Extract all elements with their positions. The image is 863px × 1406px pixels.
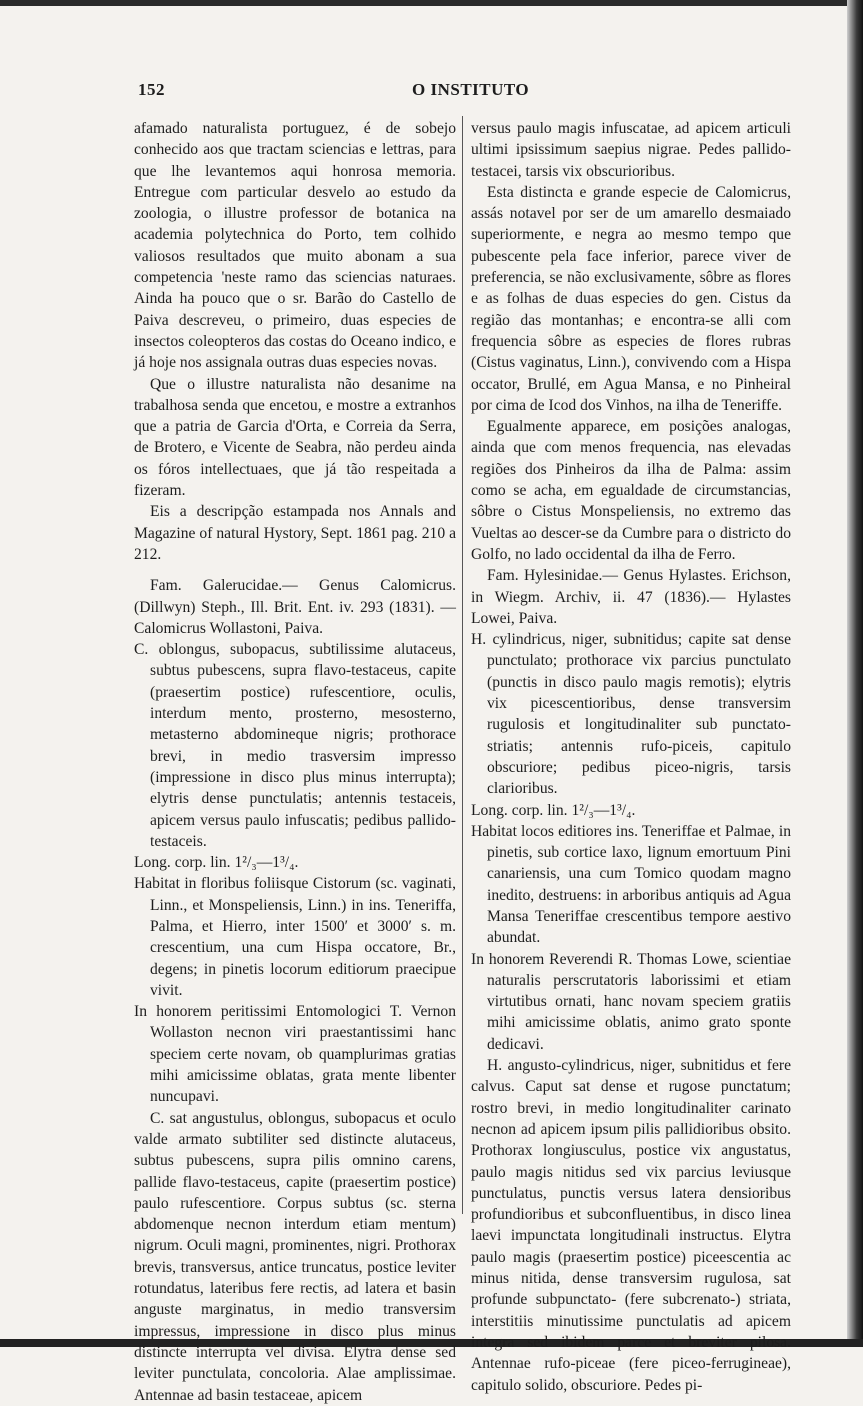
distribution-paragraph: Egualmente apparece, em posições analogas, ainda que com menos frequencia, nas elevadas regiões dos Pinheiros da ilha de Palma: assim como se acha, em egualdade de circumstancias, sôbre o Cistus Monspeliensis, no extremo das Vueltas ao descer-se da Cumbre para o districto do Golfo, no lado occidental da ilha de Ferro. — [471, 418, 791, 563]
hylastes-length: Long. corp. lin. 1²/₃—1³/₄. — [471, 801, 636, 819]
page-number: 152 — [138, 80, 165, 99]
right-column — [471, 118, 791, 1396]
calomicrus-diagnosis: C. oblongus, subopacus, subtilissime alutaceus, subtus pubescens, supra flavo-testaceus, capite (praesertim postice) rufescentiore, oculis, interdum mento, prosterno, mesosterno, metasterno abdomineque nigris; prothorace brevi, in medio trasversim impresso (impressione in disco plus minus interrupta); elytris dense punctulatis; antennis testaceis, apicem versus paulo infuscatis; pedibus pallido-testaceis. — [134, 641, 456, 850]
calomicrus-portuguese-note: Esta distincta e grande especie de Calomicrus, assás notavel por ser de um amarello desmaiado superiormente, e negra ao mesmo tempo que pubescente pela face inferior, parece viver de preferencia, se não exclusivamente, sôbre as flores e as folhas de duas especies do gen. Cistus da região das montanhas; e encontra-se alli com frequencia sôbre as especies de flores rubras (Cistus vaginatus, Linn.), convivendo com a Hispa occator, Brullé, em Agua Mansa, e no Pinheiral por cima de Icod dos Vinhos, na ilha de Teneriffe. — [471, 183, 791, 414]
page-right-edge-shadow — [847, 0, 863, 1347]
hylastes-description: H. angusto-cylindricus, niger, subnitidus et fere calvus. Caput sat dense et rugose punctatum; rostro brevi, in medio longitudinaliter carinato necnon ad apicem ipsum pilis pallidioribus obsito. Prothorax longiusculus, postice vix angustatus, paulo magis nitidus sed vix parcius leviusque punctulatus, punctis versus latera densioribus profundioribus et subconfluentibus, in disco linea laevi impunctata longitudinali instructus. Elytra paulo magis (praesertim postice) piceescentia ac minus nitida, dense transversim rugulosa, sat profunde subpunctato- (fere subcrenato-) striata, interstitiis minutissime punctulatis ad apicem integra sed ibidem parce et breviter pilosa. Antennae rufo-piceae (fere piceo-ferrugineae), capitulo solido, obscuriore. Pedes pi- — [471, 1057, 791, 1394]
hylastes-dedication: In honorem Reverendi R. Thomas Lowe, scientiae naturalis perscrutatoris laborissimi et etiam virtutibus ornati, hanc novam speciem gratiis mihi amicissime oblatis, animo grato sponte dedicavi. — [471, 950, 791, 1053]
description-continuation: versus paulo magis infuscatae, ad apicem articuli ultimi ipsissimum saepius nigrae. Pedes pallido-testacei, tarsis vix obscurioribus. — [471, 120, 791, 180]
column-divider — [462, 116, 463, 1214]
family-hylesinidae-heading: Fam. Hylesinidae.— Genus Hylastes. Erichson, in Wiegm. Archiv, ii. 47 (1836).— Hylastes Lowei, Paiva. — [471, 567, 791, 627]
source-paragraph: Eis a descripção estampada nos Annals and Magazine of natural Hystory, Sept. 1861 pag. 210 a 212. — [134, 503, 456, 563]
calomicrus-length: Long. corp. lin. 1²/₃—1³/₄. — [134, 854, 299, 872]
calomicrus-habitat: Habitat in floribus foliisque Cistorum (sc. vaginati, Linn., et Monspeliensis, Linn.) in ins. Teneriffa, Palma, et Hierro, inter 1500′ et 3000′ s. m. crescentium, una cum Hispa occatore, Br., degens; in pinetis locorum editiorum praecipue vivit. — [134, 875, 456, 999]
left-column — [134, 118, 456, 1406]
encouragement-paragraph: Que o illustre naturalista não desanime na trabalhosa senda que encetou, e mostre a extranhos que a patria de Garcia d'Orta, e Correia da Serra, de Brotero, e Vicente de Seabra, não perdeu ainda os fóros intellectuaes, que já tão respeitada a fizeram. — [134, 375, 456, 500]
intro-paragraph: afamado naturalista portuguez, é de sobejo conhecido aos que tractam sciencias e lettras, para que lhe levantemos aqui honrosa memoria. Entregue com particular desvelo ao estudo da zoologia, o illustre professor de botanica na academia polytechnica do Porto, tem colhido valiosos resultados que muito abonam a sua competencia 'neste ramo das sciencias naturaes. Ainda ha pouco que o sr. Barão do Castello de Paiva descreveu, o primeiro, duas especies de insectos coleopteros das costas do Oceano indico, e já hoje nos assignala outras duas especies novas. — [134, 120, 456, 372]
calomicrus-description: C. sat angustulus, oblongus, subopacus et oculo valde armato subtiliter sed distincte alutaceus, subtus pubescens, supra pilis omnino carens, pallide flavo-testaceus, capite (praesertim postice) paulo rufescentiore. Corpus subtus (sc. sterna abdomenque necnon interdum etiam mentum) nigrum. Oculi magni, prominentes, nigri. Prothorax brevis, transversus, antice truncatus, postice leviter rotundatus, lateribus fere rectis, ad latera et basin anguste marginatus, in medio transversim impressus, impressione in disco plus minus distincte interrupta vel divisa. Elytra dense sed leviter punctulata, concoloria. Alae amplissimae. Antennae ad basin testaceae, apicem — [134, 1109, 456, 1404]
running-title: O INSTITUTO — [412, 80, 530, 99]
family-galerucidae-heading: Fam. Galerucidae.— Genus Calomicrus. (Dillwyn) Steph., Ill. Brit. Ent. iv. 293 (1831). — Calomicrus Wollastoni, Paiva. — [134, 577, 456, 637]
hylastes-habitat: Habitat locos editiores ins. Teneriffae et Palmae, in pinetis, sub cortice laxo, lignum emortuum Pini canariensis, una cum Tomico quodam magno inedito, destruens: in arboribus antiquis ad Agua Mansa Teneriffae crescentibus tempore aestivo abundat. — [471, 822, 791, 947]
page-top-edge — [0, 0, 863, 6]
hylastes-diagnosis: H. cylindricus, niger, subnitidus; capite sat dense punctulato; prothorace vix parcius punctulato (punctis in disco paulo magis remotis); elytris vix picescentioribus, dense transversim rugulosis et longitudinaliter sub punctato-striatis; antennis rufo-piceis, capitulo obscuriore; pedibus piceo-nigris, tarsis clarioribus. — [471, 631, 791, 798]
calomicrus-dedication: In honorem peritissimi Entomologici T. Vernon Wollaston necnon viri praestantissimi hanc speciem certe novam, ob quamplurimas gratias mihi amicissime oblatas, grata mente libenter nuncupavi. — [134, 1003, 456, 1106]
